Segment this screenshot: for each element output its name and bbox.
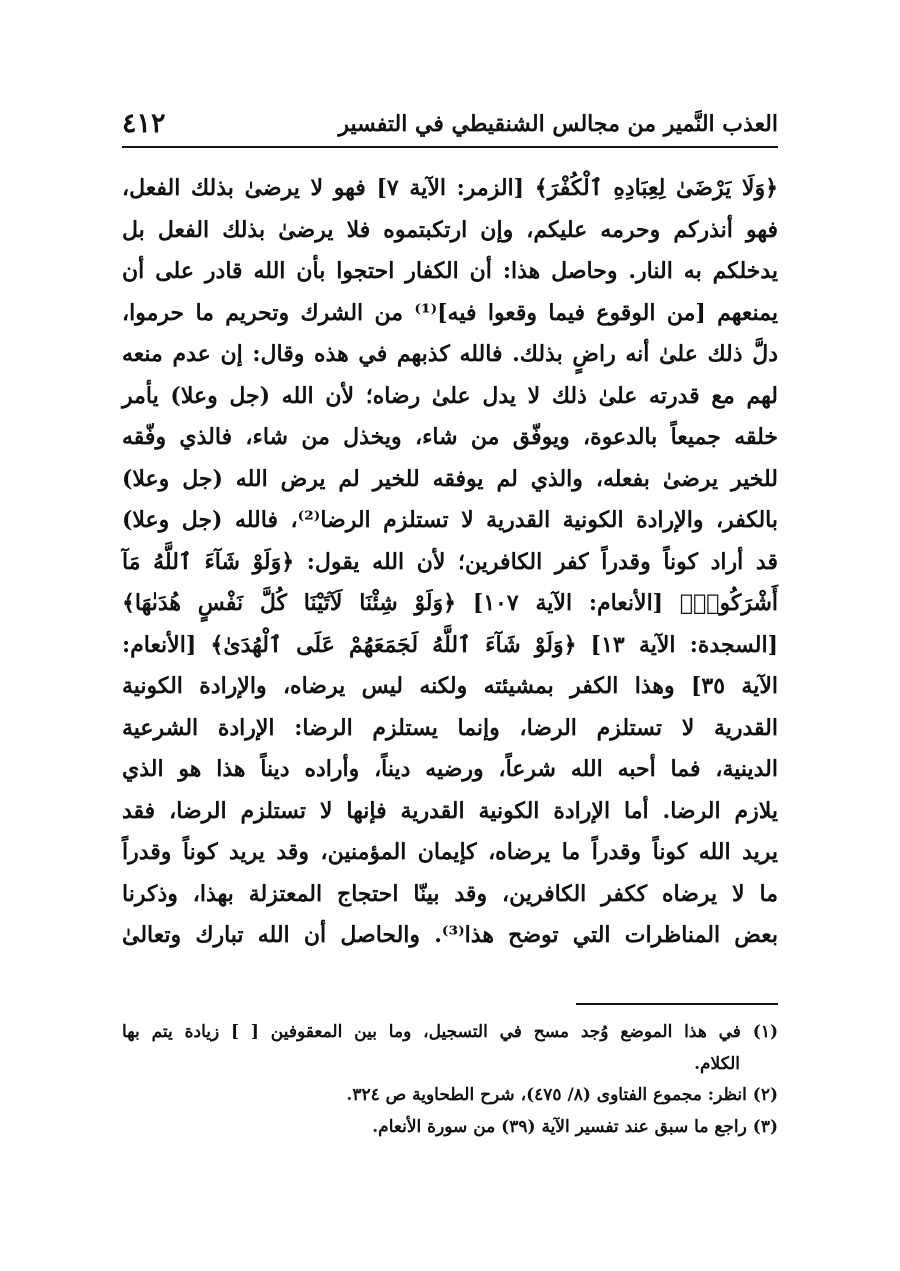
body-line: قد أراد كوناً وقدراً كفر الكافرين؛ لأن الله يقول: ﴿وَلَوْ شَآءَ ٱللَّهُ مَآ [122,548,778,575]
footnote-3: (٣) راجع ما سبق عند تفسير الآية (٣٩) من سورة الأنعام. [372,1116,778,1137]
body-line: للخير يرضىٰ بفعله، والذي لم يوفقه للخير لم يرض الله (جل وعلا) [122,465,778,492]
body-line: بالكفر، والإرادة الكونية القدرية لا تستلزم الرضا⁽²⁾، فالله (جل وعلا) [122,507,778,533]
body-line: فهو أنذركم وحرمه عليكم، وإن ارتكبتموه فلا يرضىٰ بذلك الفعل بل [122,216,778,243]
footnote-divider [576,1003,778,1005]
body-line: بعض المناظرات التي توضح هذا⁽³⁾. والحاصل أن الله تبارك وتعالىٰ [122,922,778,948]
body-line: القدرية لا تستلزم الرضا، وإنما يستلزم الرضا: الإرادة الشرعية [122,714,778,741]
body-line: يدخلكم به النار. وحاصل هذا: أن الكفار احتجوا بأن الله قادر على أن [122,258,778,284]
body-line: الآية ٣٥] وهذا الكفر بمشيئته ولكنه ليس يرضاه، والإرادة الكونية [122,673,778,699]
body-line: ﴿وَلَا يَرْضَىٰ لِعِبَادِهِ ٱلْكُفْرَ﴾ [الزمر: الآية ٧] فهو لا يرضىٰ بذلك الفعل، [122,175,778,201]
body-line: الدينية، فما أحبه الله شرعاً، ورضيه ديناً، وأراده ديناً هذا هو الذي [122,756,778,782]
footnote-2: (٢) انظر: مجموع الفتاوى (٨/ ٤٧٥)، شرح الطحاوية ص ٣٢٤. [346,1085,778,1105]
body-line: ما لا يرضاه ككفر الكافرين، وقد بينّا احتجاج المعتزلة بهذا، وذكرنا [122,880,778,907]
page-header [122,104,778,142]
body-line: لهم مع قدرته علىٰ ذلك لا يدل علىٰ رضاه؛ لأن الله (جل وعلا) يأمر [122,382,778,409]
page-number: ٤١٢ [122,108,166,139]
body-line: خلقه جميعاً بالدعوة، ويوفّق من شاء، ويخذل من شاء، فالذي وفّقه [122,424,778,450]
body-line: يمنعهم [من الوقوع فيما وقعوا فيه]⁽¹⁾ من الشرك وتحريم ما حرموا، [122,299,778,326]
body-text [122,168,778,957]
body-line: دلَّ ذلك علىٰ أنه راضٍ بذلك. فالله كذبهم في هذه وقال: إن عدم منعه [122,341,778,367]
footnote-1-continuation: الكلام. [694,1053,740,1074]
body-line: أَشْرَكُوا۟﴾ [الأنعام: الآية ١٠٧] ﴿وَلَوْ شِئْنَا لَآتَيْنَا كُلَّ نَفْسٍ هُدَىٰهَا﴾ [122,590,779,616]
header-divider [122,146,778,148]
body-line: [السجدة: الآية ١٣] ﴿وَلَوْ شَآءَ ٱللَّهُ لَجَمَعَهُمْ عَلَى ٱلْهُدَىٰ﴾ [الأنعام: [122,631,778,658]
running-title: العذب النَّمير من مجالس الشنقيطي في التفسير [338,111,778,137]
footnote-1: (١) في هذا الموضع وُجد مسح في التسجيل، وما بين المعقوفين [ ] زيادة يتم بها [122,1022,778,1042]
body-line: يلازم الرضا. أما الإرادة الكونية القدرية فإنها لا تستلزم الرضا، فقد [122,797,778,824]
footnotes [122,1017,778,1143]
body-line: يريد الله كوناً وقدراً ما يرضاه، كإيمان المؤمنين، وقد يريد كوناً وقدراً [122,839,778,865]
